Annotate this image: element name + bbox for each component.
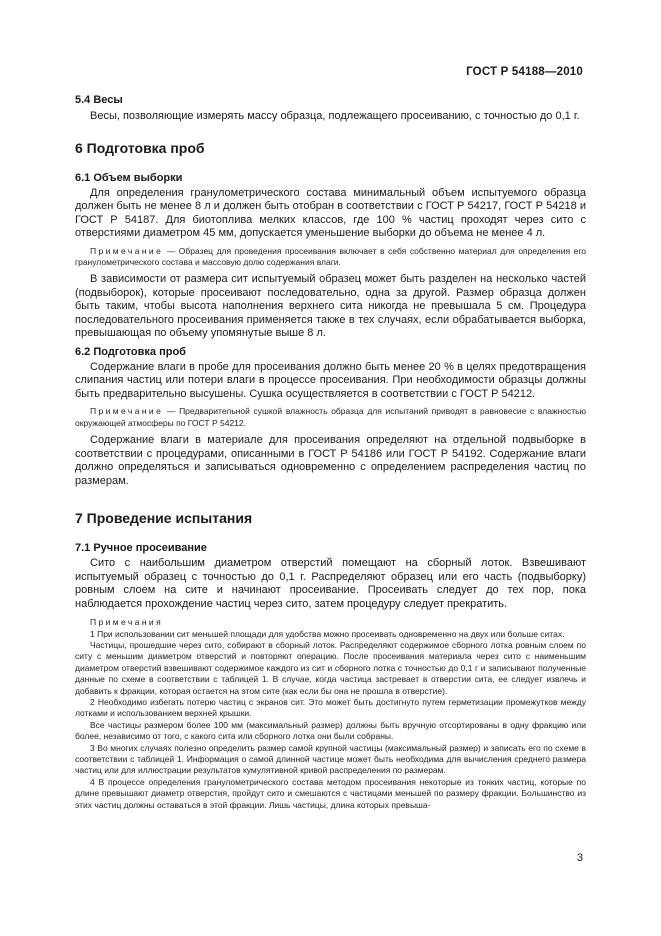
paragraph-6-1-2: В зависимости от размера сит испытуемый образец может быть разделен на несколько частей (подвыборок), которые просеивают последовательно, одна за другой. Размер образца должен быть таким, чтобы высота наполнения верхнего сита никогда не превышала 5 см. Процедура последовательного просеивания применяется также в тех случаях, если обрабатывается выборка, превышающая по объему упомянутые выше 8 л. [75, 273, 586, 340]
paragraph-6-2-1: Содержание влаги в пробе для просеивания должно быть менее 20 % в целях предотвращения слипания частиц или потери влаги в процессе просеивания. При необходимости образцы должны быть предварительно высушены. Сушка осуществляется в соответствии с ГОСТ Р 54212. [75, 360, 586, 400]
note-7-1-2-cont: Все частицы размером более 100 мм (максимальный размер) должны быть вручную отсортированы в одну фракцию или более, независимо от того, с какого сита или сборного лотка они были собраны. [75, 719, 586, 742]
paragraph-5-4: Весы, позволяющие измерять массу образца, подлежащего просеиванию, с точностью до 0,1 г. [90, 110, 580, 122]
heading-section-7: 7 Проведение испытания [75, 510, 253, 527]
note-7-1-4: 4 В процессе определения гранулометрического состава методом просеивания некоторые из тонких частиц, которые по длине превышают диаметр отверстия, пройдут сито и смешаются с частицами меньшей по размеру фракции. Большинство из этих частиц должны оставаться в этой фракции. Лишь частицы, длина которых превыша- [75, 776, 586, 810]
paragraph-6-2-2: Содержание влаги в материале для просеивания определяют на отдельной подвыборке в соответствии с процедурами, описанными в ГОСТ Р 54186 или ГОСТ Р 54192. Содержание влаги должно определяться и записываться одновременно с определением распределения частиц по размерам. [75, 434, 586, 487]
note-7-1-3: 3 Во многих случаях полезно определить размер самой крупной частицы (максимальный размер) и записать его по схеме в соответствии с таблицей 1. Информация о самой длинной частице может быть необходима для вычисления среднего размера частиц или для иллюстрации результатов кумулятивной кривой распределения по размерам. [75, 742, 586, 776]
note-6-2 [75, 406, 586, 429]
note-text: — Предварительной сушкой влажность образца для испытаний приводят в равновесие с влажностью окружающей атмосферы по ГОСТ Р 54212. [75, 406, 586, 428]
heading-5-4: 5.4 Весы [75, 94, 123, 106]
heading-section-6: 6 Подготовка проб [75, 139, 205, 156]
note-7-1-2: 2 Необходимо избегать потерю частиц с экранов сит. Это может быть достигнуто путем герметизации промежутков между лотками и использованием верхней крышки. [75, 696, 586, 719]
notes-heading [75, 617, 586, 628]
heading-7-1: 7.1 Ручное просеивание [75, 542, 207, 555]
note-7-1-1: 1 При использовании сит меньшей площади для удобства можно просеивать одновременно на двух или больше ситах. [90, 628, 565, 639]
note-7-1-1-cont: Частицы, прошедшие через сито, собирают в сборный лоток. Распределяют содержимое сборного лотка ровным слоем по ситу с меньшим диаметром отверстий и повторяют операцию. После просеивания материала через сито с наименьшим диаметром отверстий взвешивают содержимое каждого из сит и сборного лотка с точностью до 0,1 г и записывают полученные данные по схеме в соответствии с таблицей 1. В случае, когда частица застревает в отверстии сита, ее следует извлечь и добавить к фракции, которая остается на этом сите (как если бы она не прошла в отверстие). [75, 639, 586, 696]
paragraph-6-1-1: Для определения гранулометрического состава минимальный объем испытуемого образца должен быть не менее 8 л и должен быть отобран в соответствии с ГОСТ Р 54217, ГОСТ Р 54218 и ГОСТ Р 54187. Для биотоплива мелких классов, где 100 % частиц проходят через сито с отверстиями диаметром 45 мм, допускается уменьшение выборки до объема не менее 4 л. [75, 186, 586, 239]
notes-label: Примечания [90, 617, 164, 628]
note-label: Примечание [90, 406, 164, 417]
note-label: Примечание [90, 245, 164, 256]
heading-6-1: 6.1 Объем выборки [75, 171, 183, 184]
paragraph-7-1-1: Сито с наибольшим диаметром отверстий помещают на сборный лоток. Взвешивают испытуемый образец с точностью до 0,1 г. Распределяют образец или его часть (подвыборку) ровным слоем на сите и начинают просеивание. Просеивать следует до тех пор, пока наблюдается прохождение частиц через сито, затем процедуру следует прекратить. [75, 557, 586, 610]
note-text: — Образец для проведения просеивания включает в себя собственно материал для определения его гранулометрического состава и массовую долю содержания влаги. [75, 245, 586, 267]
note-6-1 [75, 246, 586, 269]
page-content [75, 94, 586, 811]
page-number: 3 [576, 852, 583, 864]
document-id-header: ГОСТ Р 54188—2010 [466, 66, 583, 78]
heading-6-2: 6.2 Подготовка проб [75, 345, 186, 358]
